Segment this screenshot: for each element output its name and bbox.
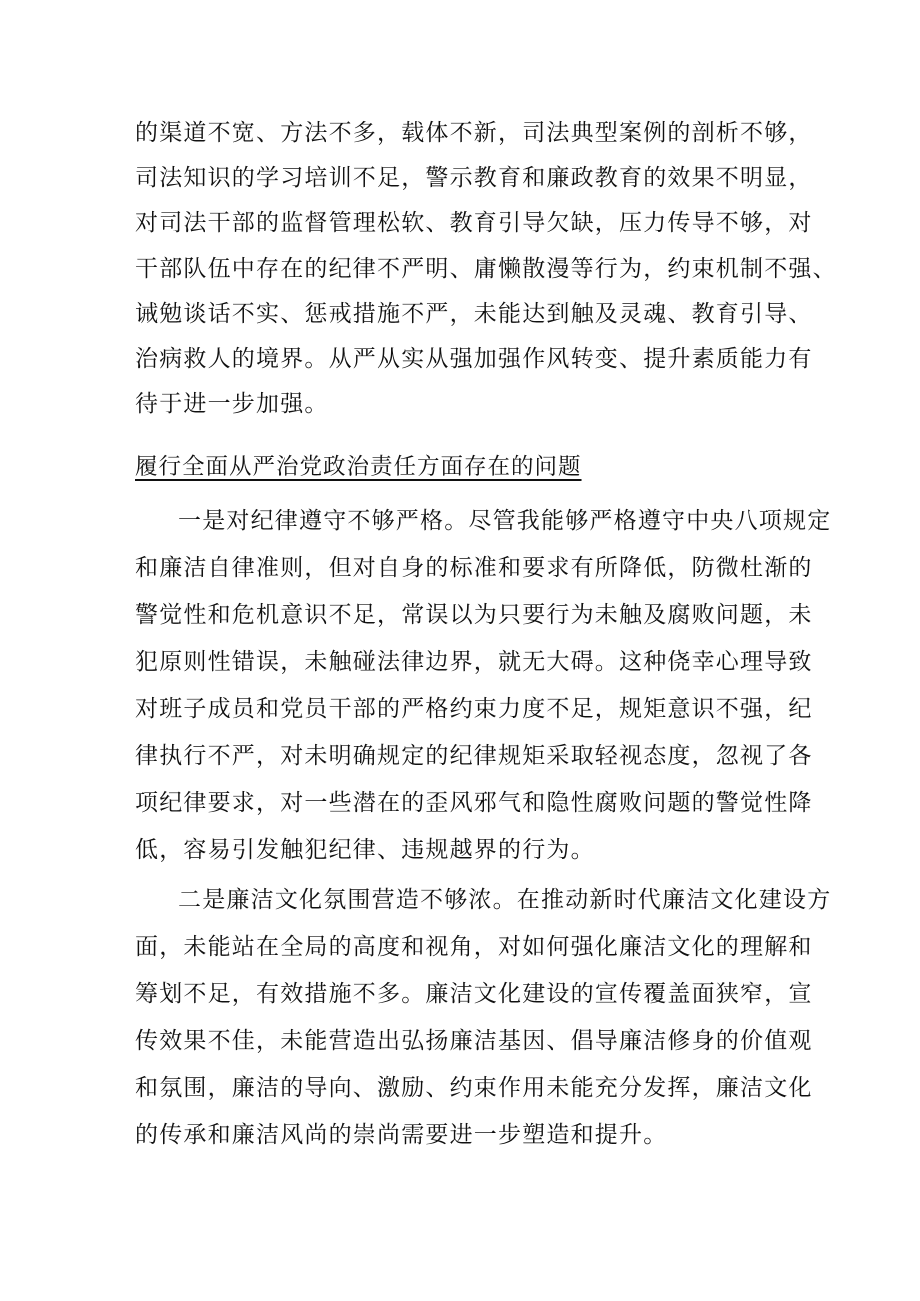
text-line: 干部队伍中存在的纪律不严明、庸懒散漫等行为，约束机制不强、 [135, 256, 837, 282]
text-line: 治病救人的境界。从严从实从强加强作风转变、提升素质能力有 [135, 346, 813, 372]
text-line: 和氛围，廉洁的导向、激励、约束作用未能充分发挥，廉洁文化 [135, 1075, 813, 1101]
text-line: 二是廉洁文化氛围营造不够浓。在推动新时代廉洁文化建设方 [178, 887, 832, 913]
text-line: 面，未能站在全局的高度和视角，对如何强化廉洁文化的理解和 [135, 934, 813, 960]
text-line: 和廉洁自律准则，但对自身的标准和要求有所降低，防微杜渐的 [135, 555, 813, 581]
text-line: 的传承和廉洁风尚的崇尚需要进一步塑造和提升。 [135, 1122, 668, 1148]
section-heading: 履行全面从严治党政治责任方面存在的问题 [135, 454, 582, 480]
text-line: 传效果不佳，未能营造出弘扬廉洁基因、倡导廉洁修身的价值观 [135, 1028, 813, 1054]
text-line: 犯原则性错误，未触碰法律边界，就无大碍。这种侥幸心理导致 [135, 649, 813, 675]
text-line: 一是对纪律遵守不够严格。尽管我能够严格遵守中央八项规定 [178, 508, 832, 534]
text-line: 待于进一步加强。 [135, 391, 329, 417]
text-line: 的渠道不宽、方法不多，载体不新，司法典型案例的剖析不够， [135, 120, 813, 146]
text-line: 筹划不足，有效措施不多。廉洁文化建设的宣传覆盖面狭窄，宣 [135, 981, 813, 1007]
text-line: 对班子成员和党员干部的严格约束力度不足，规矩意识不强，纪 [135, 696, 813, 722]
text-line: 司法知识的学习培训不足，警示教育和廉政教育的效果不明显， [135, 165, 813, 191]
text-line: 警觉性和危机意识不足，常误以为只要行为未触及腐败问题，未 [135, 602, 813, 628]
text-line: 低，容易引发触犯纪律、违规越界的行为。 [135, 837, 595, 863]
text-line: 项纪律要求，对一些潜在的歪风邪气和隐性腐败问题的警觉性降 [135, 790, 813, 816]
text-line: 律执行不严，对未明确规定的纪律规矩采取轻视态度，忽视了各 [135, 743, 813, 769]
text-line: 对司法干部的监督管理松软、教育引导欠缺，压力传导不够，对 [135, 210, 813, 236]
text-line: 诫勉谈话不实、惩戒措施不严，未能达到触及灵魂、教育引导、 [135, 301, 813, 327]
